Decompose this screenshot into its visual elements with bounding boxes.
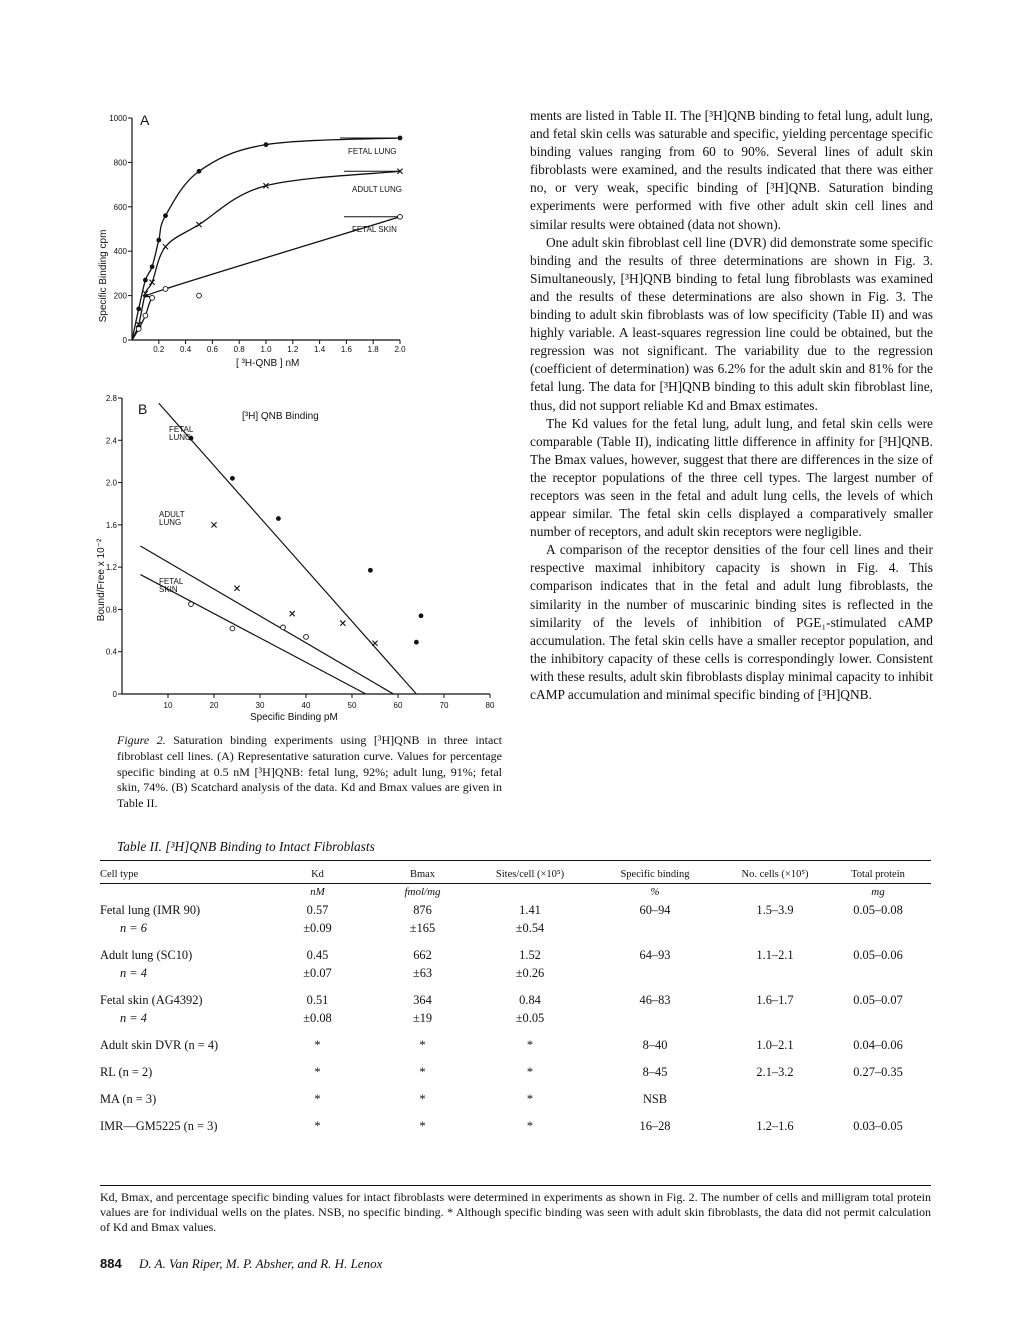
table-cell: 364 xyxy=(413,993,432,1007)
binding-table xyxy=(100,861,931,1137)
table-cell: Adult lung (SC10) xyxy=(100,948,193,962)
table-cell: n = 4 xyxy=(120,1011,147,1025)
table-footnote: Kd, Bmax, and percentage specific binding values for intact fibroblasts were determined in experiments as shown in Fig. 2. The number of cells and milligram total protein values are for individual wells on the plates. NSB, no specific binding. * Although specific binding was seen with adult skin fibroblasts, the data did not permit calculation of Kd and Bmax values. xyxy=(100,1185,931,1236)
chart-b-point-adult-lung xyxy=(340,621,345,626)
chart-b-x-tick-label: 70 xyxy=(439,701,449,710)
table-cell: 0.05–0.06 xyxy=(853,948,903,962)
table-cell: 0.27–0.35 xyxy=(853,1065,903,1079)
table-unit xyxy=(475,884,585,904)
table-header: Cell type xyxy=(100,861,265,884)
table-unit: mg xyxy=(871,886,885,898)
chart-a-x-tick-label: 0.4 xyxy=(180,345,192,354)
table-cell xyxy=(725,1092,825,1110)
chart-b-x-tick-label: 80 xyxy=(485,701,495,710)
table-cell: * xyxy=(526,1092,534,1106)
table-cell: Fetal lung (IMR 90) xyxy=(100,903,201,917)
table-row xyxy=(100,1119,931,1137)
table-row xyxy=(100,903,931,921)
figure-2a-saturation-chart xyxy=(90,108,420,383)
chart-a-legend-fetal-skin: FETAL SKIN xyxy=(352,225,397,234)
chart-b-point-fetal-skin xyxy=(230,626,235,631)
chart-b-point-fetal-skin xyxy=(304,635,309,640)
table-cell: ±0.09 xyxy=(303,921,332,935)
chart-a-point-fetal-skin xyxy=(136,327,141,332)
chart-a-x-tick-label: 1.4 xyxy=(314,345,326,354)
chart-b-x-tick-label: 20 xyxy=(209,701,219,710)
table-cell xyxy=(725,921,825,939)
table-header: No. cells (×10⁵) xyxy=(725,861,825,884)
table-header-row xyxy=(100,861,931,884)
table-title: Table II. [³H]QNB Binding to Intact Fibroblasts xyxy=(117,839,375,854)
table-spacer xyxy=(100,984,931,993)
table-cell xyxy=(825,966,931,984)
table-cell: ±0.07 xyxy=(303,966,332,980)
table-cell: 1.1–2.1 xyxy=(756,948,794,962)
page-footer xyxy=(100,1256,382,1272)
table-header: Specific binding xyxy=(585,861,725,884)
chart-b-point-fetal-lung xyxy=(276,516,281,521)
chart-a-point-fetal-skin xyxy=(163,287,168,292)
table-cell: 0.03–0.05 xyxy=(853,1119,903,1133)
table-container xyxy=(100,860,931,1137)
body-paragraph: The Kd values for the fetal lung, adult lung, and fetal skin cells were comparable (Table II), indicating little difference in affinity for [³H]QNB. The Bmax values, however, suggest that there are differences in the size of the receptor populations of the three cell types. The largest number of receptors was seen in the fetal and adult lung cells, the levels of which appear similar. The fetal skin cells displayed a comparatively smaller number of receptors, and adult skin receptors were negligible. xyxy=(530,415,933,540)
table-subrow xyxy=(100,921,931,939)
table-cell: 0.04–0.06 xyxy=(853,1038,903,1052)
figure-caption-text: Saturation binding experiments using [³H]QNB in three intact fibroblast cell lines. (A) Representative saturation curve. Values for percentage specific binding at 0.5 nM [³H]QNB: fetal lung, 92%; adult lung, 91%; fetal skin, 74%. (B) Scatchard analysis of the data. Kd and Bmax values are given in Table II. xyxy=(117,733,503,811)
table-row xyxy=(100,948,931,966)
chart-a-y-tick-label: 400 xyxy=(113,247,127,257)
table-header: Kd xyxy=(265,861,370,884)
chart-b-x-axis-label: Specific Binding pM xyxy=(250,712,338,723)
chart-b-x-tick-label: 30 xyxy=(255,701,265,710)
chart-a-curve-fetal-skin xyxy=(132,217,400,340)
table-cell: * xyxy=(419,1092,426,1106)
footer-authors: D. A. Van Riper, M. P. Absher, and R. H. Lenox xyxy=(138,1256,383,1271)
table-cell: * xyxy=(419,1038,426,1052)
table-cell xyxy=(825,921,931,939)
table-subrow xyxy=(100,966,931,984)
table-cell: ±19 xyxy=(412,1011,433,1025)
chart-a-x-tick-label: 2.0 xyxy=(394,345,406,354)
chart-a-panel-label: A xyxy=(140,112,150,128)
table-unit xyxy=(100,884,265,904)
chart-b-point-fetal-skin xyxy=(281,625,286,630)
table-cell: 876 xyxy=(413,903,432,917)
chart-a-x-tick-label: 0.2 xyxy=(153,345,165,354)
page-number: 884 xyxy=(100,1256,122,1271)
chart-b-y-tick-label: 0 xyxy=(112,690,117,699)
table-spacer xyxy=(100,939,931,948)
chart-b-y-tick-label: 2.4 xyxy=(105,436,117,446)
chart-a-x-tick-label: 1.6 xyxy=(340,345,352,354)
table-unit xyxy=(725,884,825,904)
chart-b-title: [³H] QNB Binding xyxy=(242,411,319,422)
figure-caption xyxy=(117,733,502,812)
table-header: Bmax xyxy=(370,861,475,884)
table-cell: * xyxy=(314,1065,321,1079)
chart-b-label-adult-lung-1: ADULT xyxy=(159,510,185,519)
table-spacer xyxy=(100,1083,931,1092)
chart-a-point-fetal-lung xyxy=(150,264,155,269)
chart-b-point-adult-lung xyxy=(372,641,377,646)
table-row xyxy=(100,1092,931,1110)
chart-a-y-tick-label: 800 xyxy=(113,158,127,168)
table-cell: * xyxy=(526,1119,534,1133)
chart-a-y-tick-label: 0 xyxy=(122,336,127,345)
table-cell: * xyxy=(314,1038,321,1052)
table-cell: n = 6 xyxy=(120,921,147,935)
table-cell: 8–45 xyxy=(642,1065,668,1079)
table-cell: NSB xyxy=(642,1092,668,1106)
table-cell xyxy=(585,1011,725,1029)
body-paragraph: A comparison of the receptor densities of the four cell lines and their respective maximal inhibitory capacity is shown in Fig. 4. This comparison indicates that in the fetal and adult lung fibroblasts, the similarity in the number of muscarinic binding sites is reflected in the similarity of the levels of inhibition of PGE₁-stimulated cAMP accumulation. The fetal skin cells have a smaller receptor population, and the inhibitory capacity of these cells is correspondingly lower. Consistent with these results, adult skin fibroblasts display minimal capacity to inhibit cAMP accumulation and minimal specific binding of [³H]QNB. xyxy=(530,542,933,702)
chart-b-point-fetal-lung xyxy=(368,568,373,573)
table-cell: IMR—GM5225 (n = 3) xyxy=(100,1119,218,1133)
table-cell: 0.57 xyxy=(306,903,329,917)
chart-b-ticks xyxy=(106,394,495,710)
chart-b-point-fetal-lung xyxy=(419,613,424,618)
table-subrow xyxy=(100,1011,931,1029)
table-spacer xyxy=(100,1056,931,1065)
chart-b-label-fetal-lung-2: LUNG xyxy=(169,433,192,442)
chart-b-point-fetal-skin xyxy=(189,602,194,607)
table-header: Sites/cell (×10⁵) xyxy=(475,861,585,884)
table-row xyxy=(100,1065,931,1083)
table-cell xyxy=(825,1092,931,1110)
body-paragraph: ments are listed in Table II. The [³H]QNB binding to fetal lung, adult lung, and fetal skin cells was saturable and specific, yielding percentage specific binding values ranging from 60 to 90%. Several lines of adult skin fibroblasts were examined, and the results indicated that there was either no, or very weak, specific binding of [³H]QNB. Saturation binding experiments were performed with five other adult skin cell lines and similar results were obtained (data not shown). xyxy=(530,108,933,232)
chart-b-y-tick-label: 2.8 xyxy=(105,394,117,403)
body-text-column xyxy=(530,107,933,704)
table-cell: 0.45 xyxy=(306,948,329,962)
chart-b-y-tick-label: 0.4 xyxy=(105,647,117,657)
table-row xyxy=(100,1038,931,1056)
chart-a-point-fetal-skin xyxy=(197,293,202,298)
chart-b-fit-line-fetal-lung xyxy=(159,403,417,694)
chart-a-point-fetal-lung xyxy=(398,136,403,141)
table-cell: 662 xyxy=(413,948,432,962)
chart-b-series xyxy=(140,403,423,694)
table-cell: n = 4 xyxy=(120,966,147,980)
chart-a-x-tick-label: 0.6 xyxy=(206,345,218,354)
table-cell: * xyxy=(526,1065,534,1079)
table-cell: ±0.05 xyxy=(515,1011,545,1025)
chart-b-label-fetal-lung-1: FETAL xyxy=(169,425,194,434)
chart-a-point-fetal-skin xyxy=(143,313,148,318)
table-cell: MA (n = 3) xyxy=(100,1092,157,1106)
table-cell: 1.52 xyxy=(519,948,541,962)
chart-a-x-tick-label: 0.8 xyxy=(233,345,245,354)
table-cell: 0.05–0.08 xyxy=(853,903,903,917)
table-cell: 64–93 xyxy=(639,948,671,962)
table-cell xyxy=(825,1011,931,1029)
table-cell: RL (n = 2) xyxy=(100,1065,153,1079)
chart-a-point-fetal-lung xyxy=(163,213,168,218)
table-cell: * xyxy=(526,1038,534,1052)
chart-b-label-fetal-skin-1: FETAL xyxy=(159,577,184,586)
table-cell: Adult skin DVR (n = 4) xyxy=(100,1038,219,1052)
chart-b-x-tick-label: 40 xyxy=(301,701,311,710)
table-cell: ±63 xyxy=(412,966,433,980)
chart-a-point-fetal-lung xyxy=(264,142,269,147)
chart-a-x-axis-label: [ ³H-QNB ] nM xyxy=(236,358,300,369)
chart-a-y-tick-label: 1000 xyxy=(109,114,127,123)
table-cell: ±165 xyxy=(409,921,436,935)
table-units-row xyxy=(100,884,931,904)
table-unit: nM xyxy=(310,886,325,898)
chart-b-x-tick-label: 50 xyxy=(347,701,357,710)
table-cell: ±0.08 xyxy=(303,1011,332,1025)
chart-a-x-tick-label: 1.0 xyxy=(260,345,272,354)
chart-b-y-axis-label: Bound/Free x 10⁻² xyxy=(96,538,107,622)
chart-a-point-fetal-lung xyxy=(197,169,202,174)
chart-a-y-tick-label: 600 xyxy=(113,202,127,212)
table-cell: 0.05–0.07 xyxy=(853,993,903,1007)
chart-b-point-adult-lung xyxy=(211,522,216,527)
table-spacer xyxy=(100,1110,931,1119)
chart-a-point-adult-lung xyxy=(196,222,201,227)
table-cell: 1.2–1.6 xyxy=(756,1119,794,1133)
table-header: Total protein xyxy=(825,861,931,884)
chart-b-point-adult-lung xyxy=(290,611,295,616)
figure-caption-label: Figure 2. xyxy=(117,733,166,747)
table-cell: 0.84 xyxy=(519,993,541,1007)
chart-a-x-tick-label: 1.2 xyxy=(287,345,299,354)
chart-a-series xyxy=(132,136,403,340)
chart-b-label-fetal-skin-2: SKIN xyxy=(159,585,178,594)
chart-b-y-tick-label: 1.6 xyxy=(105,520,117,530)
table-cell: ±0.26 xyxy=(515,966,545,980)
chart-b-point-fetal-lung xyxy=(414,640,419,645)
chart-b-x-tick-label: 60 xyxy=(393,701,403,710)
table-cell: 0.51 xyxy=(306,993,329,1007)
chart-a-y-axis-label: Specific Binding cpm xyxy=(98,229,109,323)
chart-b-point-fetal-lung xyxy=(230,476,235,481)
table-cell xyxy=(585,921,725,939)
chart-a-point-fetal-skin xyxy=(150,295,155,300)
figure-2b-scatchard-chart xyxy=(90,390,500,728)
table-unit: fmol/mg xyxy=(404,886,441,898)
table-cell xyxy=(725,1011,825,1029)
table-unit: % xyxy=(650,886,660,898)
chart-a-legend-fetal-lung: FETAL LUNG xyxy=(348,147,397,156)
body-paragraph: One adult skin fibroblast cell line (DVR) did demonstrate some specific binding and the results of three determinations are shown in Fig. 3. Simultaneously, [³H]QNB binding to fetal lung fibroblasts was examined and the results of these determinations are also shown in Fig. 3. The binding to adult skin fibroblasts was of low specificity (Table II) and was highly variable. A least-squares regression line could be obtained, but the regression was not significant. The variability due to the regression (coefficient of determination) was 6.2% for the adult skin and 81% for the fetal lung. The data for [³H]QNB binding to this adult skin fibroblast line, thus, did not support reliable Kd and Bmax estimates. xyxy=(530,234,933,413)
chart-b-x-tick-label: 10 xyxy=(163,701,173,710)
chart-b-panel-label: B xyxy=(138,401,148,417)
chart-b-y-tick-label: 2.0 xyxy=(105,478,117,488)
chart-a-curve-fetal-lung xyxy=(132,138,400,340)
table-cell: * xyxy=(419,1119,426,1133)
table-cell: 1.6–1.7 xyxy=(756,993,794,1007)
table-cell xyxy=(725,966,825,984)
table-cell: 16–28 xyxy=(639,1119,671,1133)
table-cell: * xyxy=(314,1119,321,1133)
chart-a-point-fetal-lung xyxy=(136,307,141,312)
table-cell: 1.0–2.1 xyxy=(756,1038,794,1052)
table-row xyxy=(100,993,931,1011)
chart-b-point-adult-lung xyxy=(234,586,239,591)
chart-b-label-adult-lung-2: LUNG xyxy=(159,518,182,527)
chart-a-legend-adult-lung: ADULT LUNG xyxy=(352,185,402,194)
chart-a-point-fetal-lung xyxy=(143,278,148,283)
chart-a-point-fetal-skin xyxy=(398,214,403,219)
table-cell: 1.41 xyxy=(519,903,541,917)
chart-b-y-tick-label: 0.8 xyxy=(105,605,117,615)
table-cell: 46–83 xyxy=(639,993,671,1007)
table-spacer xyxy=(100,1029,931,1038)
table-cell: ±0.54 xyxy=(515,921,545,935)
chart-b-fit-line-adult-lung xyxy=(140,546,393,694)
chart-a-point-fetal-lung xyxy=(156,238,161,243)
table-cell: * xyxy=(314,1092,321,1106)
chart-a-point-adult-lung xyxy=(163,244,168,249)
table-cell: * xyxy=(419,1065,426,1079)
table-cell: 2.1–3.2 xyxy=(756,1065,794,1079)
table-cell: Fetal skin (AG4392) xyxy=(100,993,203,1007)
chart-a-x-tick-label: 1.8 xyxy=(367,345,379,354)
chart-a-curve-adult-lung xyxy=(132,171,400,340)
table-cell: 60–94 xyxy=(639,903,671,917)
chart-a-y-tick-label: 200 xyxy=(113,291,127,301)
chart-b-axes xyxy=(122,398,490,694)
table-cell: 1.5–3.9 xyxy=(756,903,794,917)
table-cell xyxy=(585,966,725,984)
chart-b-y-tick-label: 1.2 xyxy=(105,563,117,573)
table-cell: 8–40 xyxy=(642,1038,668,1052)
